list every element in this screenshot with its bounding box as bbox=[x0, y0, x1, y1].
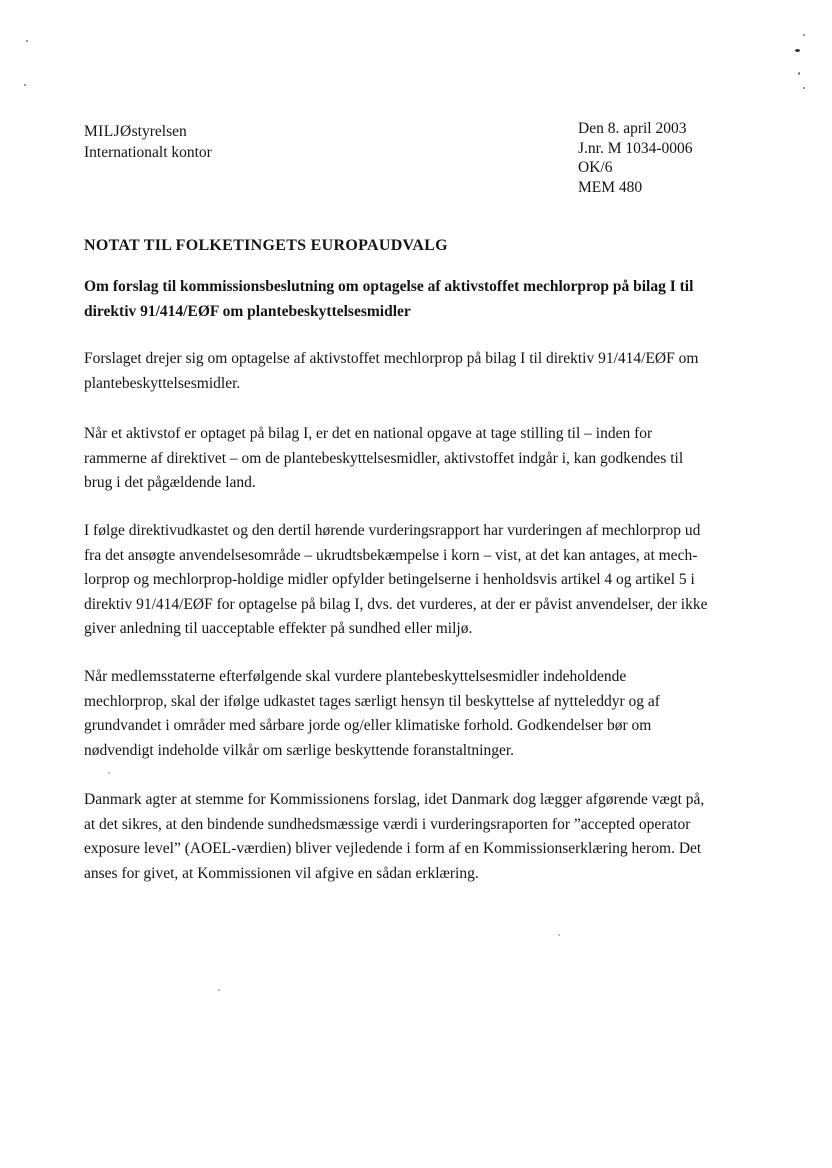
paragraph-line: anses for givet, at Kommissionen vil afgive en sådan erklæring. bbox=[84, 864, 479, 882]
paragraph-line: Når et aktivstof er optaget på bilag I, er det en national opgave at tage stilling til – inden for bbox=[84, 425, 653, 442]
body-paragraph bbox=[84, 788, 762, 886]
paragraph-line: plantebeskyttelsesmidler. bbox=[84, 374, 241, 392]
paragraph-line: Når medlemsstaterne efterfølgende skal vurdere plantebeskyttelsesmidler indeholdende bbox=[84, 668, 627, 685]
scan-speck bbox=[795, 49, 800, 52]
scan-speck bbox=[218, 989, 220, 991]
paragraph-line: grundvandet i områder med sårbare jorde og/eller klimatiske forhold. Godkendelser bør om bbox=[84, 717, 652, 734]
sender-org-suffix: styrelsen bbox=[131, 123, 187, 140]
paragraph-line: direktiv 91/414/EØF for optagelse på bilag I, dvs. det vurderes, at der er påvist anvendelser, der ikke bbox=[84, 595, 708, 613]
body-paragraph bbox=[84, 347, 762, 396]
paragraph-line: Danmark agter at stemme for Kommissionens forslag, idet Danmark dog lægger afgørende vægt på, bbox=[84, 791, 705, 808]
body-paragraph bbox=[84, 422, 762, 496]
scan-speck bbox=[24, 84, 26, 86]
document-date: Den 8. april 2003 bbox=[578, 120, 687, 137]
scan-speck bbox=[108, 772, 110, 774]
scan-speck bbox=[558, 934, 560, 936]
paragraph-line: rammerne af direktivet – om de plantebeskyttelsesmidler, aktivstoffet indgår i, kan godkendes til bbox=[84, 449, 684, 467]
paragraph-line: exposure level” (AOEL-værdien) bliver vejledende i form af en Kommissionserklæring herom. Det bbox=[84, 840, 702, 857]
paragraph-line: brug i det pågældende land. bbox=[84, 474, 256, 491]
scan-speck bbox=[803, 34, 805, 36]
paragraph-line: giver anledning til uacceptable effekter på sundhed eller miljø. bbox=[84, 620, 473, 637]
paragraph-line: I følge direktivudkastet og den dertil hørende vurderingsrapport har vurderingen af mechlorprop ud bbox=[84, 522, 701, 539]
office-code: OK/6 bbox=[578, 159, 613, 176]
journal-number: J.nr. M 1034-0006 bbox=[578, 139, 693, 157]
scan-speck bbox=[798, 72, 800, 75]
document-heading: NOTAT TIL FOLKETINGETS EUROPAUDVALG bbox=[84, 237, 448, 254]
paragraph-line: Forslaget drejer sig om optagelse af aktivstoffet mechlorprop på bilag I til direktiv 91/414/EØF om bbox=[84, 350, 699, 367]
subject-line: direktiv 91/414/EØF om plantebeskyttelsesmidler bbox=[84, 303, 411, 320]
paragraph-line: lorprop og mechlorprop-holdige midler opfylder betingelserne i henholdsvis artikel 4 og artikel 5 i bbox=[84, 571, 695, 588]
paragraph-line: at det sikres, at den bindende sundhedsmæssige værdi i vurderingsraporten for ”accepted operator bbox=[84, 815, 691, 833]
subject-block bbox=[84, 274, 764, 324]
sender-organization bbox=[84, 121, 212, 142]
paragraph-line: nødvendigt indeholde vilkår om særlige beskyttende foranstaltninger. bbox=[84, 741, 515, 759]
body-paragraph bbox=[84, 665, 762, 763]
meta-block bbox=[578, 119, 693, 197]
subject-line: Om forslag til kommissionsbeslutning om optagelse af aktivstoffet mechlorprop på bilag I til bbox=[84, 278, 694, 295]
sender-org-prefix: MILJØ bbox=[84, 123, 132, 140]
sender-block bbox=[84, 121, 212, 163]
body-paragraph bbox=[84, 519, 762, 642]
paragraph-line: fra det ansøgte anvendelsesområde – ukrudtsbekæmpelse i korn – vist, at det kan antages, at mech- bbox=[84, 546, 698, 564]
scan-speck bbox=[803, 87, 805, 89]
memo-number: MEM 480 bbox=[578, 178, 643, 196]
paragraph-line: mechlorprop, skal der ifølge udkastet tages særligt hensyn til beskyttelse af nytteleddyr og af bbox=[84, 692, 660, 710]
sender-department: Internationalt kontor bbox=[84, 144, 212, 161]
scan-speck bbox=[26, 40, 28, 42]
